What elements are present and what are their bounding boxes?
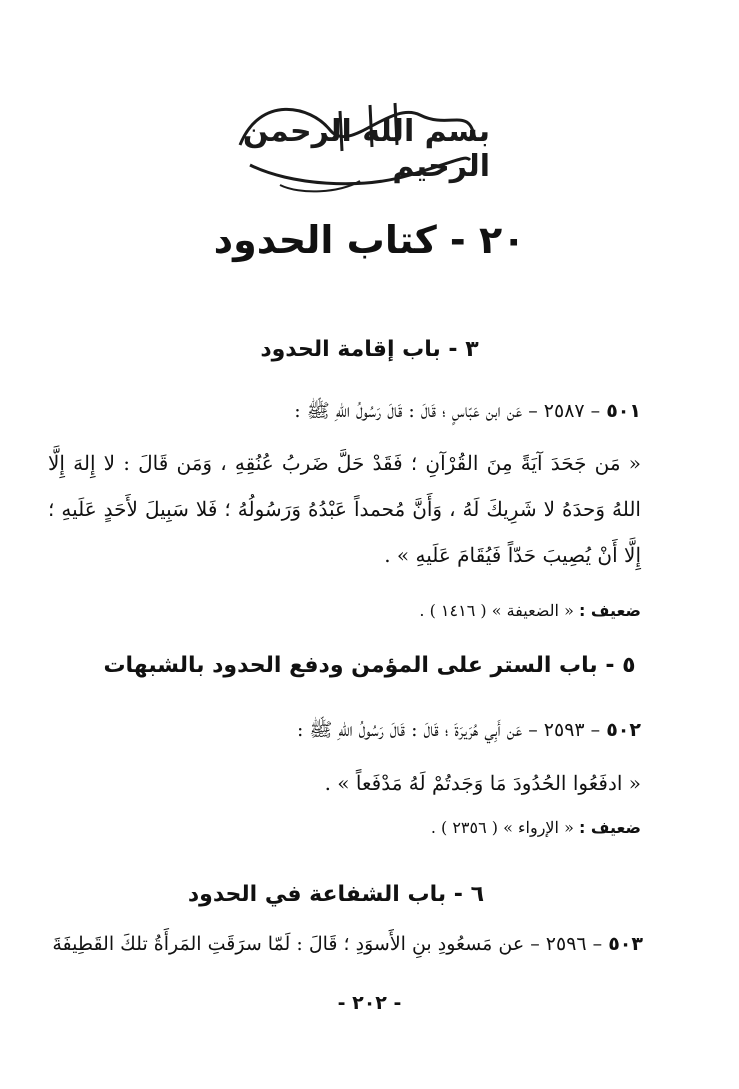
page-number: - ٢٠٢ - xyxy=(337,992,402,1014)
grade-label: ضعيف : xyxy=(578,601,641,620)
book-title: ٢٠ - كتاب الحدود xyxy=(213,218,526,262)
hadith-intro: عَن ابن عَبّاسٍ ؛ قَالَ : قَالَ رَسُولُ اللهِ ﷺ : xyxy=(294,400,523,422)
hadith-header-503: ٥٠٣ – ٢٥٩٦ – عن مَسعُودِ بنِ الأَسوَدِ ؛ قَالَ : لَمّا سرَقَتِ المَرأَةُ تلكَ القَطِيفَةَ xyxy=(52,933,643,955)
grade-reference: « الإرواء » ( ٢٣٥٦ ) . xyxy=(430,818,574,837)
hadith-header-501: ٥٠١ – ٢٥٨٧ – عَن ابن عَبّاسٍ ؛ قَالَ : قَالَ رَسُولُ اللهِ ﷺ : xyxy=(294,400,641,422)
section-heading-6: ٦ - باب الشفاعة في الحدود xyxy=(187,882,484,907)
hadith-number: ٥٠١ xyxy=(606,400,641,422)
hadith-grade-501 xyxy=(51,596,641,626)
hadith-intro: عن مَسعُودِ بنِ الأَسوَدِ ؛ قَالَ : لَمّا سرَقَتِ المَرأَةُ تلكَ القَطِيفَةَ xyxy=(52,933,525,955)
source-number: ٢٥٩٦ xyxy=(545,933,587,955)
section-heading-5: ٥ - باب الستر على المؤمن ودفع الحدود بالشبهات xyxy=(103,653,636,678)
section-heading-3: ٣ - باب إقامة الحدود xyxy=(260,337,479,362)
hadith-text-502: « ادفَعُوا الحُدُودَ مَا وَجَدتُمْ لَهُ مَدْفَعاً » . xyxy=(324,771,641,795)
basmala-calligraphy xyxy=(220,85,490,197)
grade-reference: « الضعيفة » ( ١٤١٦ ) . xyxy=(419,601,574,620)
hadith-header-502: ٥٠٢ – ٢٥٩٣ – عَن أَبِي هُرَيرَةَ ؛ قَالَ : قَالَ رَسُولُ اللهِ ﷺ : xyxy=(296,719,641,741)
basmala-text: بسم الله الرحمن الرحيم xyxy=(242,114,490,184)
hadith-intro: عَن أَبِي هُرَيرَةَ ؛ قَالَ : قَالَ رَسُولُ اللهِ ﷺ : xyxy=(296,719,523,741)
source-number: ٢٥٨٧ xyxy=(543,400,585,422)
hadith-text-501: « مَن جَحَدَ آيَةً مِنَ القُرْآنِ ؛ فَقَدْ حَلَّ ضَربُ عُنُقِهِ ، وَمَن قَالَ : لا إِلهَ إِلَّا اللهُ وَحدَهُ لا شَرِيكَ لَهُ ، وَأَنَّ مُحمداً عَبْدُهُ وَرَسُولُهُ ؛ فَلا سَبِيلَ لأَحَدٍ عَلَيهِ ؛ إِلَّا أَنْ يُصِيبَ حَدّاً فَيُقَامَ عَلَيهِ » . xyxy=(48,451,641,567)
hadith-number: ٥٠٣ xyxy=(608,933,643,955)
hadith-grade-502 xyxy=(51,813,641,843)
hadith-number: ٥٠٢ xyxy=(606,719,641,741)
source-number: ٢٥٩٣ xyxy=(543,719,585,741)
grade-label: ضعيف : xyxy=(578,818,641,837)
